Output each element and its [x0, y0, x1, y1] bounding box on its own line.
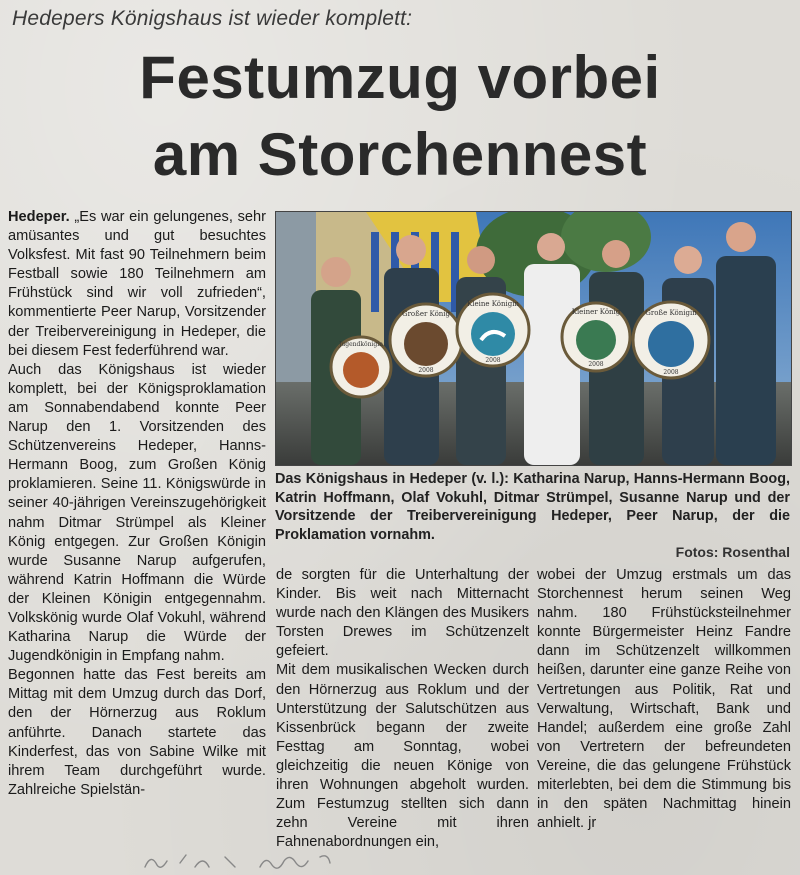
handwritten-date [140, 845, 380, 875]
article-paragraph [537, 566, 791, 833]
article-paragraph: Mit dem musikalischen Wecken durch den Hörnerzug aus Roklum und der Unterstützung der Salutschützen aus Kissenbrück begann der zweite Festtag am Sonntag, wobei gleichzeitig die neuen Könige von ihren Wohnungen abgeholt wurden. Zum Festumzug stellten sich dann zehn Vereine mit ihren Fahnenabordnungen ein, [276, 662, 529, 851]
paragraph-text: „Es war ein gelungenes, sehr amüsantes und gut besuchtes Volksfest. Mit fast 90 Teilnehmern beim Festball sowie 180 Teilnehmern am Frühstück sind wir voll zufrieden“, kommentierte Peer Narup, Vorsitzender der Treibervereinigung in Hedeper, die bei diesem Fest federführend war. [8, 209, 266, 359]
dateline: Hedeper. [8, 209, 70, 225]
article-column-1 [8, 208, 266, 800]
article-paragraph: Begonnen hatte das Fest bereits am Mittag mit dem Umzug durch das Dorf, den der Hörnerzug aus Roklum anführte. Danach startete das Kinderfest, das von Sabine Wilke mit ihrem Team durchgeführt wurde. Zahlreiche Spielstän- [8, 667, 266, 798]
paragraph-text: wobei der Umzug erstmals um das Storchennest herum seinen Weg nahm. 180 Frühstücksteilnehmer konnte Bürgermeister Heinz Fandre dann im Schützenzelt willkommen heißen, darunter eine ganze Reihe von Vertretungen aus Politik, Rat und Verwaltung, Wirtschaft, Bank und Handel; außerdem eine große Zahl von Vertretern der befreundeten Vereine, die das gelungene Frühstück miterlebten, bei dem die Stimmung bis in den späten Nachmittag hinein anhielt. [537, 567, 791, 832]
photo-credit: Fotos: Rosenthal [675, 544, 790, 560]
plaque-label: Kleine Königin [467, 300, 519, 308]
photo-illustration [276, 212, 791, 465]
photo-caption: Das Königshaus in Hedeper (v. l.): Katharina Narup, Hanns-Hermann Boog, Katrin Hoffmann, Olaf Vokuhl, Ditmar Strümpel, Susanne Narup und der Vorsitzende der Treibervereinigung Hedeper, Peer Narup, der die Proklamation vornahm. [275, 471, 790, 543]
plaque-label: Großer König [401, 310, 451, 318]
plaque-year: 2008 [663, 369, 679, 376]
headline-line-1: Festumzug vorbei [139, 44, 661, 111]
article-column-2 [276, 566, 529, 852]
plaque-label: Kleiner König [571, 308, 621, 316]
headline-line-2: am Storchennest [152, 121, 648, 188]
article-column-3 [537, 566, 791, 833]
plaque-year: 2008 [588, 361, 604, 368]
plaque-label: Große Königin [645, 309, 697, 317]
article-paragraph: Auch das Königshaus ist wieder komplett, bei der Königsproklamation am Sonnabendabend konnte Peer Narup den 1. Vorsitzenden des Schützenvereins Hedeper, Hanns-Hermann Boog, zum Großen König proklamieren. Seine 11. Königswürde in seiner 40-jährigen Vereinszugehörigkeit nahm Ditmar Strümpel als Kleiner König entgegen. Zur Großen Königin wurde Susanne Narup aufgerufen, während Katrin Hoffmann die Würde der Kleinen Königin entgegennahm. Volkskönig wurde Olaf Vokuhl, während Katharina Narup die Würde der Jugendkönigin in Empfang nahm. [8, 361, 266, 665]
author-initials: jr [588, 815, 597, 832]
plaque-year: 2008 [485, 357, 501, 364]
plaque-label: Jugendkönigin [338, 341, 384, 348]
article-paragraph [8, 208, 266, 361]
kicker-line: Hedepers Königshaus ist wieder komplett: [12, 7, 413, 30]
plaque-year: 2008 [418, 367, 434, 374]
article-paragraph: de sorgten für die Unterhaltung der Kinder. Bis weit nach Mitternacht wurde nach den Klängen des Musikers Torsten Drewes im Schützenzelt gefeiert. [276, 567, 529, 660]
group-photo [275, 211, 792, 466]
